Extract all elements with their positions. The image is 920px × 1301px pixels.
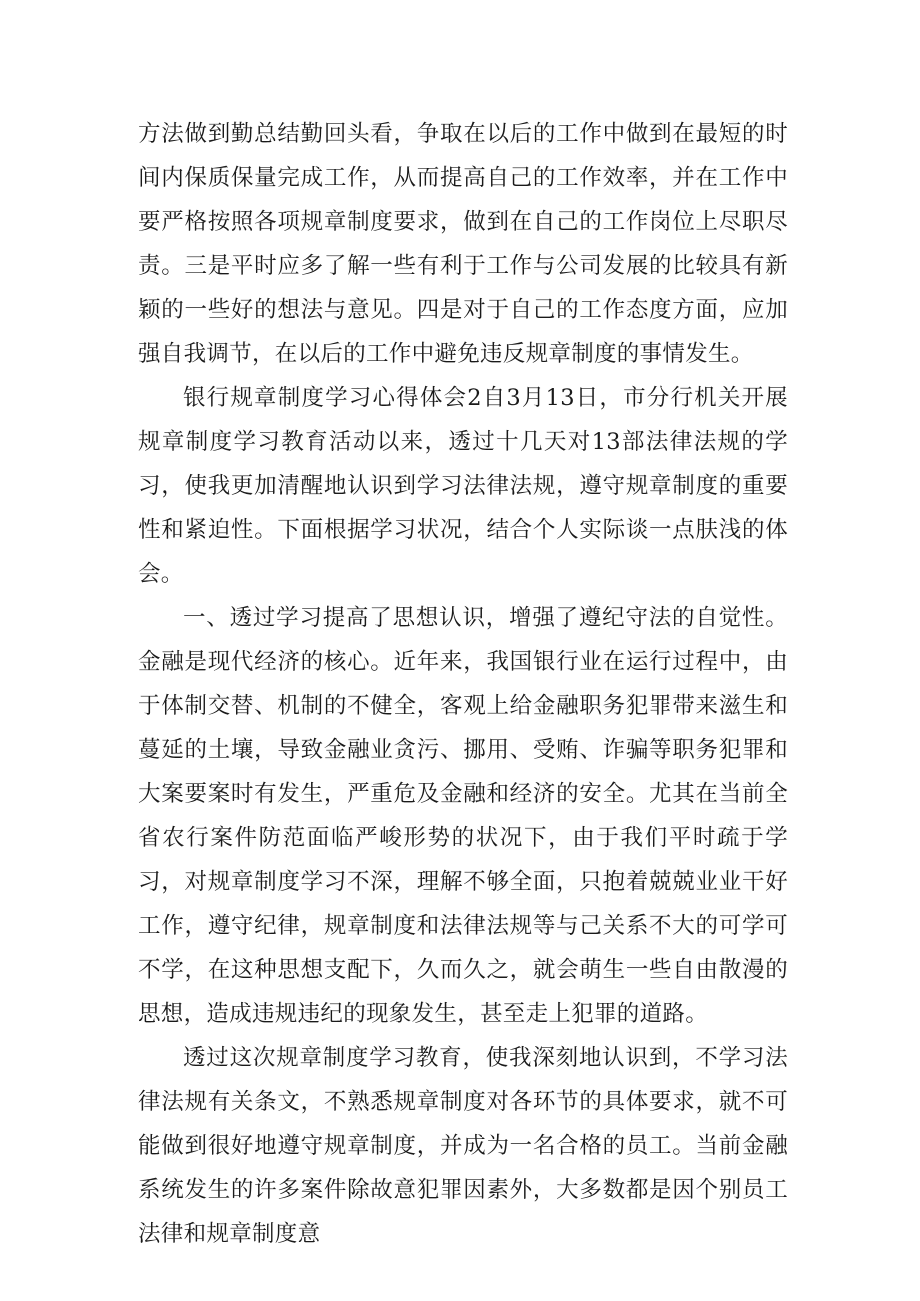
paragraph-continuation: 方法做到勤总结勤回头看，争取在以后的工作中做到在最短的时间内保质保量完成工作，从而提高自己的工作效率，并在工作中要严格按照各项规章制度要求，做到在自己的工作岗位上尽职尽责。三是平时应多了解一些有利于工作与公司发展的比较具有新颖的一些好的想法与意见。四是对于自己的工作态度方面，应加强自我调节，在以后的工作中避免违反规章制度的事情发生。 — [138, 121, 788, 367]
document-body — [138, 112, 788, 1256]
paragraph-reflection: 透过这次规章制度学习教育，使我深刻地认识到，不学习法律法规有关条文，不熟悉规章制度对各环节的具体要求，就不可能做到很好地遵守规章制度，并成为一名合格的员工。当前金融系统发生的许多案件除故意犯罪因素外，大多数都是因个别员工法律和规章制度意 — [138, 1045, 788, 1247]
paragraph-section-one: 一、透过学习提高了思想认识，增强了遵纪守法的自觉性。金融是现代经济的核心。近年来，我国银行业在运行过程中，由于体制交替、机制的不健全，客观上给金融职务犯罪带来滋生和蔓延的土壤，导致金融业贪污、挪用、受贿、诈骗等职务犯罪和大案要案时有发生，严重危及金融和经济的安全。尤其在当前全省农行案件防范面临严峻形势的状况下，由于我们平时疏于学习，对规章制度学习不深，理解不够全面，只抱着兢兢业业干好工作，遵守纪律，规章制度和法律法规等与己关系不大的可学可不学，在这种思想支配下，久而久之，就会萌生一些自由散漫的思想，造成违规违纪的现象发生，甚至走上犯罪的道路。 — [138, 605, 788, 1027]
paragraph-intro: 银行规章制度学习心得体会2自3月13日，市分行机关开展规章制度学习教育活动以来，透过十几天对13部法律法规的学习，使我更加清醒地认识到学习法律法规，遵守规章制度的重要性和紧迫性。下面根据学习状况，结合个人实际谈一点肤浅的体会。 — [138, 385, 788, 587]
